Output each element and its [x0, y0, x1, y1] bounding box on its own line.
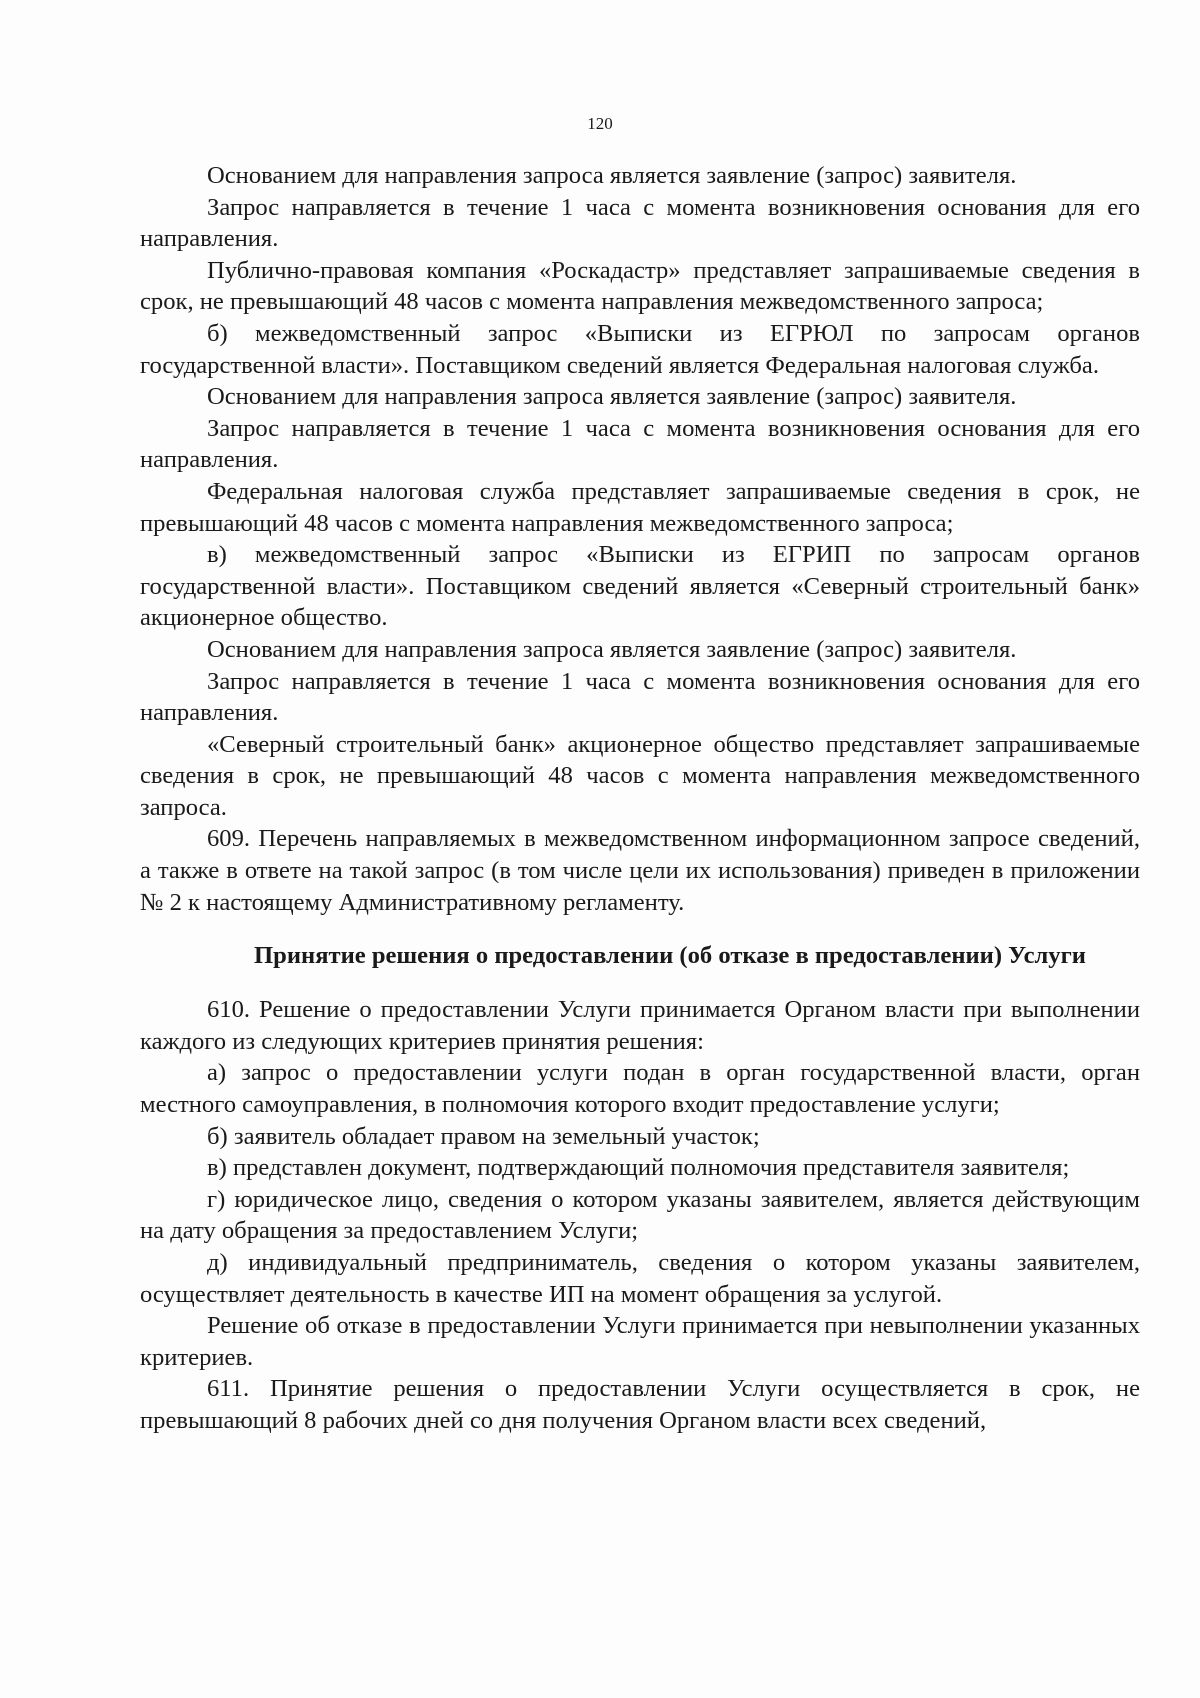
paragraph: Запрос направляется в течение 1 часа с момента возникновения основания для его направления.: [140, 667, 1140, 727]
paragraph: а) запрос о предоставлении услуги подан в орган государственной власти, орган местного самоуправления, в полномочия которого входит предоставление услуги;: [140, 1059, 1140, 1119]
section-heading: Принятие решения о предоставлении (об отказе в предоставлении) Услуги: [254, 942, 1086, 970]
paragraph: Решение об отказе в предоставлении Услуги принимается при невыполнении указанных критериев.: [140, 1312, 1140, 1371]
paragraph: Федеральная налоговая служба представляет запрашиваемые сведения в срок, не превышающий 48 часов с момента направления межведомственного запроса;: [140, 477, 1140, 537]
paragraph: «Северный строительный банк» акционерное общество представляет запрашиваемые сведения в срок, не превышающий 48 часов с момента направления межведомственного запроса.: [140, 730, 1140, 821]
paragraph: Основанием для направления запроса является заявление (запрос) заявителя.: [207, 383, 1017, 411]
paragraph: Основанием для направления запроса является заявление (запрос) заявителя.: [207, 635, 1017, 663]
paragraph: Запрос направляется в течение 1 часа с момента возникновения основания для его направления.: [140, 414, 1140, 474]
paragraph: г) юридическое лицо, сведения о котором указаны заявителем, является действующим на дату обращения за предоставлением Услуги;: [140, 1185, 1140, 1245]
document-body: [140, 160, 1140, 1437]
paragraph: 611. Принятие решения о предоставлении Услуги осуществляется в срок, не превышающий 8 рабочих дней со дня получения Органом власти всех сведений,: [140, 1375, 1140, 1434]
spacer: [140, 918, 1140, 940]
paragraph: д) индивидуальный предприниматель, сведения о котором указаны заявителем, осуществляет деятельность в качестве ИП на момент обращения за услугой.: [140, 1249, 1140, 1308]
page-number: 120: [587, 114, 613, 133]
paragraph: б) заявитель обладает правом на земельный участок;: [207, 1122, 760, 1150]
paragraph: 609. Перечень направляемых в межведомственном информационном запросе сведений, а также в ответе на такой запрос (в том числе цели их использования) приведен в приложении № 2 к настоящему Административному регламенту.: [140, 825, 1140, 916]
paragraph: в) межведомственный запрос «Выписки из ЕГРИП по запросам органов государственной власти». Поставщиком сведений является «Северный строительный банк» акционерное общество.: [140, 541, 1140, 632]
paragraph: в) представлен документ, подтверждающий полномочия представителя заявителя;: [207, 1154, 1070, 1182]
spacer: [140, 972, 1140, 994]
paragraph: б) межведомственный запрос «Выписки из ЕГРЮЛ по запросам органов государственной власти». Поставщиком сведений является Федеральная налоговая служба.: [140, 319, 1140, 379]
paragraph: Публично-правовая компания «Роскадастр» представляет запрашиваемые сведения в срок, не превышающий 48 часов с момента направления межведомственного запроса;: [140, 256, 1140, 316]
paragraph: Основанием для направления запроса является заявление (запрос) заявителя.: [207, 162, 1017, 189]
paragraph: Запрос направляется в течение 1 часа с момента возникновения основания для его направления.: [140, 193, 1140, 253]
paragraph: 610. Решение о предоставлении Услуги принимается Органом власти при выполнении каждого из следующих критериев принятия решения:: [140, 996, 1140, 1055]
